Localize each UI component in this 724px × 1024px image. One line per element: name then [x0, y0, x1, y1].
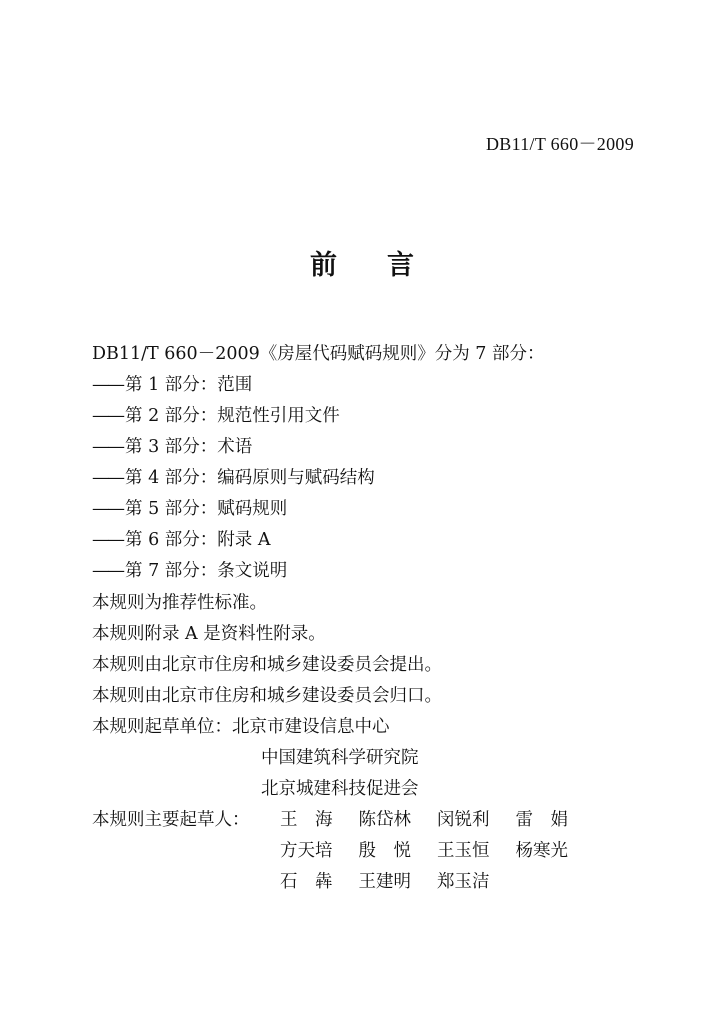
part-item: —— 第 1 部分：范围: [92, 375, 253, 395]
drafter-name: 王玉恒: [437, 841, 490, 861]
drafter-name: 王 海: [280, 810, 333, 830]
drafting-unit: 北京城建科技促进会: [261, 779, 419, 799]
drafter-row: [280, 871, 568, 893]
drafting-unit: 北京市建设信息中心: [232, 717, 390, 737]
statement: 本规则为推荐性标准。: [92, 593, 267, 613]
intro-line: DB11/T 660－2009《房屋代码赋码规则》分为 7 部分：: [92, 344, 545, 364]
drafter-name: 雷 娟: [515, 810, 568, 830]
part-item: —— 第 6 部分：附录 A: [92, 530, 271, 550]
statement: 本规则由北京市住房和城乡建设委员会归口。: [92, 686, 442, 706]
part-item: —— 第 5 部分：赋码规则: [92, 499, 288, 519]
part-item: —— 第 4 部分：编码原则与赋码结构: [92, 468, 375, 488]
part-item: —— 第 2 部分：规范性引用文件: [92, 406, 340, 426]
drafting-units: [92, 716, 390, 738]
statement: 本规则附录 A 是资料性附录。: [92, 624, 326, 644]
drafter-name: 闵锐利: [437, 810, 490, 830]
document-code: DB11/T 660－2009: [485, 134, 634, 154]
drafting-units-label: 本规则起草单位：: [92, 717, 232, 737]
drafter-name: 石 犇: [280, 872, 333, 892]
drafter-name: 王建明: [358, 872, 411, 892]
drafters-list: [280, 809, 568, 893]
statement: 本规则由北京市住房和城乡建设委员会提出。: [92, 655, 442, 675]
part-item: —— 第 7 部分：条文说明: [92, 561, 288, 581]
drafter-name: 杨寒光: [515, 841, 568, 861]
drafting-unit: 中国建筑科学研究院: [261, 748, 419, 768]
drafters-label: 本规则主要起草人：: [92, 810, 250, 830]
drafter-row: [280, 840, 568, 862]
drafter-name: 郑玉洁: [437, 872, 490, 892]
part-item: —— 第 3 部分：术语: [92, 437, 253, 457]
drafter-row: [280, 809, 568, 831]
page-title: 前言: [310, 250, 464, 281]
drafter-name: 陈岱林: [358, 810, 411, 830]
drafter-name: 方天培: [280, 841, 333, 861]
drafter-name: 殷 悦: [358, 841, 411, 861]
